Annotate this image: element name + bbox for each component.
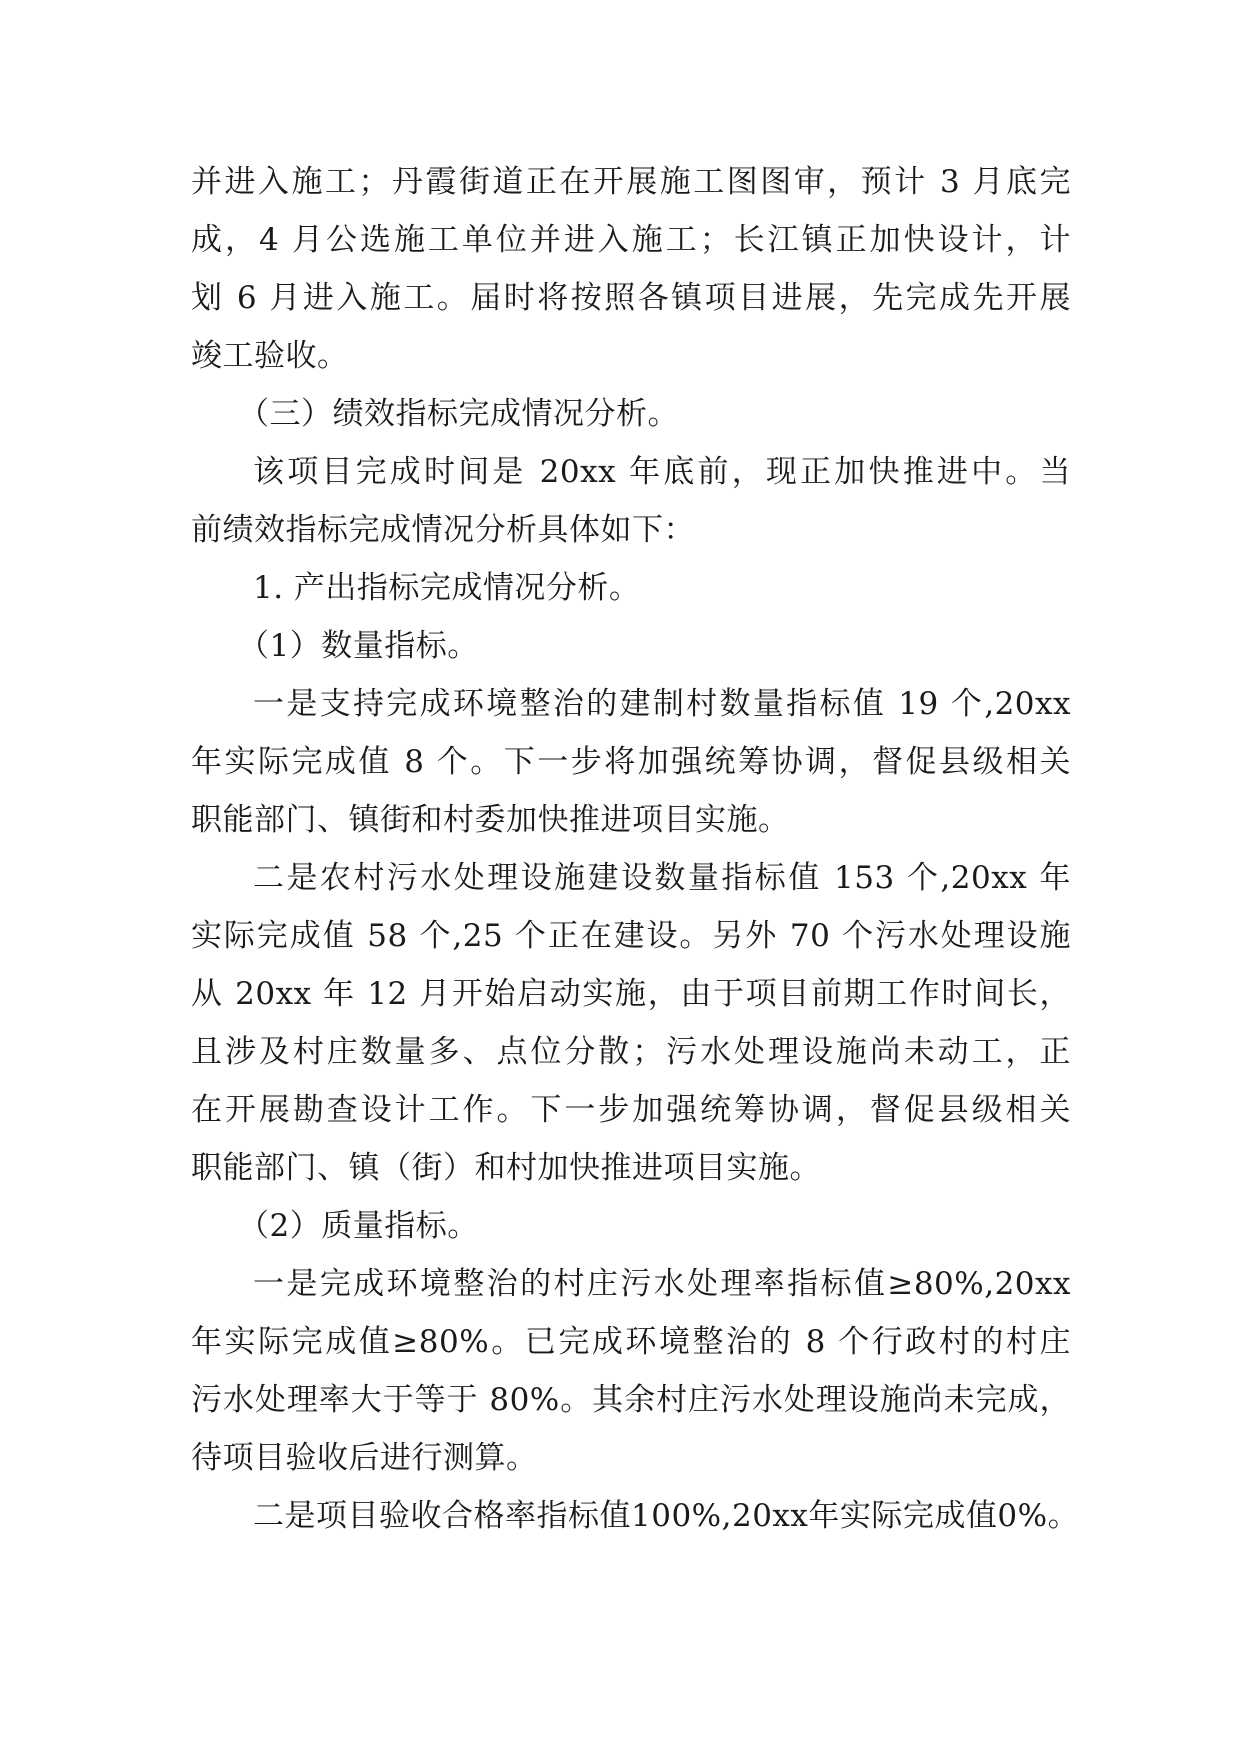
body-line: 职能部门、镇街和村委加快推进项目实施。 [191,802,790,838]
subsection-heading: （1）数量指标。 [238,628,479,664]
body-line: 年实际完成值≥80%。已完成环境整治的 8 个行政村的村庄 [191,1324,1071,1360]
subsection-heading: （2）质量指标。 [238,1208,479,1244]
body-line: 且涉及村庄数量多、点位分散；污水处理设施尚未动工，正 [191,1034,1071,1070]
body-line: 二是项目验收合格率指标值100%,20xx年实际完成值0%。 [253,1498,1080,1534]
document-body [191,153,1080,1545]
body-line: 竣工验收。 [191,338,349,374]
body-line: 在开展勘查设计工作。下一步加强统筹协调，督促县级相关 [191,1092,1071,1128]
body-line: 成，4 月公选施工单位并进入施工；长江镇正加快设计，计 [191,222,1071,258]
body-line: 前绩效指标完成情况分析具体如下： [191,512,695,548]
body-line: 一是支持完成环境整治的建制村数量指标值 19 个,20xx [253,686,1071,722]
body-line: 职能部门、镇（街）和村加快推进项目实施。 [191,1150,821,1186]
body-line: 该项目完成时间是 20xx 年底前，现正加快推进中。当 [253,454,1071,490]
body-line: 实际完成值 58 个,25 个正在建设。另外 70 个污水处理设施 [191,918,1071,954]
body-line: 二是农村污水处理设施建设数量指标值 153 个,20xx 年 [253,860,1071,896]
body-line: 划 6 月进入施工。届时将按照各镇项目进展，先完成先开展 [191,280,1071,316]
body-line: 年实际完成值 8 个。下一步将加强统筹协调，督促县级相关 [191,744,1071,780]
body-line: 污水处理率大于等于 80%。其余村庄污水处理设施尚未完成， [191,1382,1071,1418]
section-heading: （三）绩效指标完成情况分析。 [238,396,679,432]
body-line: 从 20xx 年 12 月开始启动实施，由于项目前期工作时间长， [191,976,1071,1012]
body-line: 一是完成环境整治的村庄污水处理率指标值≥80%,20xx [253,1266,1071,1302]
body-line: 待项目验收后进行测算。 [191,1440,538,1476]
body-line: 并进入施工；丹霞街道正在开展施工图图审，预计 3 月底完 [191,164,1071,200]
subsection-heading: 1. 产出指标完成情况分析。 [253,570,641,606]
